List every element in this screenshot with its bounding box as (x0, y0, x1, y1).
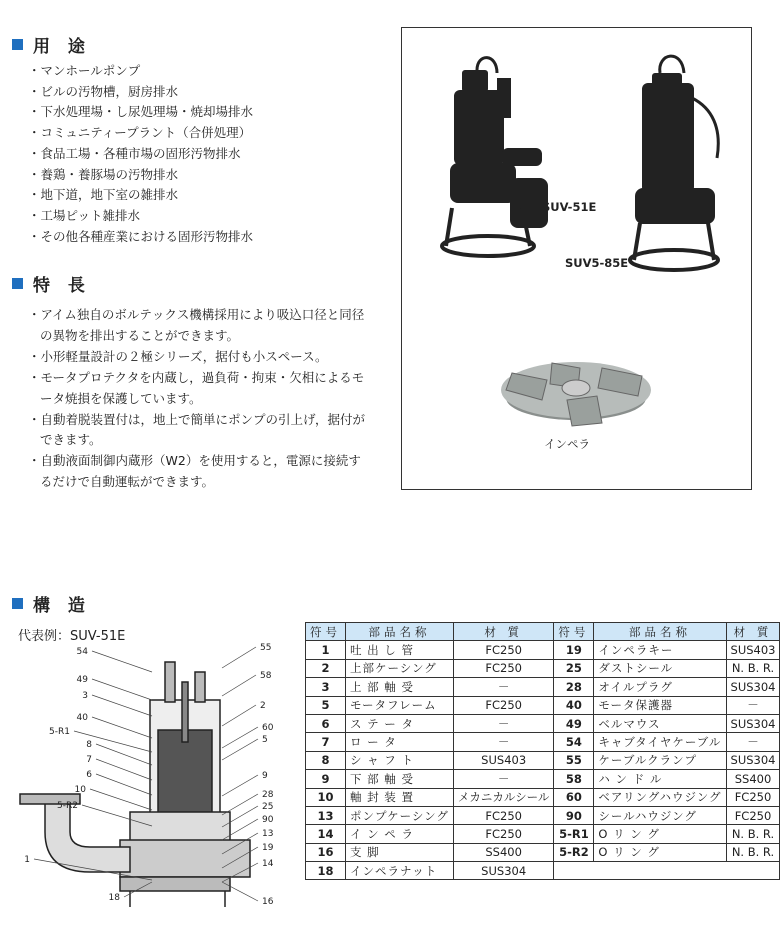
callout-leader-line (90, 789, 152, 810)
callout-label: 18 (108, 893, 120, 903)
callout-label: 1 (24, 855, 30, 865)
material-cell: FC250 (453, 641, 553, 659)
callout-label: 90 (262, 815, 274, 825)
part-name-cell: O リ ン グ (594, 825, 726, 843)
use-item: ・ 食品工場・各種市場の固形汚物排水 (28, 144, 253, 165)
col-no: 符号 (554, 623, 594, 641)
use-item: ・ 養鶏・養豚場の汚物排水 (28, 165, 253, 186)
product-photo-box (401, 27, 752, 490)
col-part-name: 部品名称 (594, 623, 726, 641)
part-name-cell: ロ ー タ (346, 733, 454, 751)
part-name-cell: シールハウジング (594, 806, 726, 824)
material-cell: FC250 (453, 696, 553, 714)
model-caption-suv51e: SUV-51E (542, 200, 597, 214)
feature-item: ・自動液面制御内蔵形（W2）を使用すると，電源に接続するだけで自動運転ができます。 (28, 453, 361, 490)
table-row (306, 714, 780, 732)
callout-label: 19 (262, 843, 274, 853)
callout-label: 49 (76, 675, 88, 685)
callout-leader-line (92, 695, 152, 716)
part-name-cell: 吐 出 し 管 (346, 641, 454, 659)
callout-label: 28 (262, 790, 274, 800)
empty-cell (554, 862, 780, 880)
material-cell: SUS304 (726, 751, 780, 769)
uses-list (28, 61, 253, 247)
part-name-cell: オイルプラグ (594, 678, 726, 696)
part-number-cell: 10 (306, 788, 346, 806)
callout-label: 9 (262, 771, 268, 781)
part-name-cell: ケーブルクランプ (594, 751, 726, 769)
material-cell: SUS403 (453, 751, 553, 769)
material-cell: SUS304 (726, 678, 780, 696)
part-number-cell: 16 (306, 843, 346, 861)
part-name-cell: ハ ン ド ル (594, 770, 726, 788)
material-cell: SUS304 (726, 714, 780, 732)
table-header-row (306, 623, 780, 641)
model-caption-suv585e: SUV5-85E (565, 256, 629, 270)
col-no: 符号 (306, 623, 346, 641)
col-material: 材 質 (453, 623, 553, 641)
features-heading: 特 長 (12, 271, 91, 296)
material-cell: － (726, 696, 780, 714)
callout-label: 55 (260, 643, 272, 653)
material-cell: FC250 (453, 806, 553, 824)
table-row (306, 733, 780, 751)
part-number-cell: 7 (306, 733, 346, 751)
callout-label: 54 (76, 647, 88, 657)
material-cell: N. B. R. (726, 825, 780, 843)
part-name-cell: 上 部 軸 受 (346, 678, 454, 696)
callout-label: 3 (82, 691, 88, 701)
part-name-cell: 下 部 軸 受 (346, 770, 454, 788)
use-item: ・ 工場ピット雑排水 (28, 206, 253, 227)
part-number-cell: 40 (554, 696, 594, 714)
callout-leader-line (222, 727, 258, 748)
uses-heading: 用 途 (12, 32, 91, 57)
callout-leader-line (92, 651, 152, 672)
part-name-cell: モータフレーム (346, 696, 454, 714)
cross-section-drawing (0, 642, 290, 922)
callout-label: 5-R2 (57, 801, 78, 811)
material-cell: FC250 (453, 825, 553, 843)
feature-item: ・モータプロテクタを内蔵し，過負荷・拘束・欠相によるモータ焼損を保護しています。 (28, 369, 365, 406)
part-number-cell: 60 (554, 788, 594, 806)
callout-leader-line (92, 717, 152, 738)
feature-item: ・自動着脱装置付は，地上で簡単にポンプの引上げ，据付ができます。 (28, 411, 366, 448)
material-cell: － (453, 733, 553, 751)
part-number-cell: 55 (554, 751, 594, 769)
part-name-cell: ポンプケーシング (346, 806, 454, 824)
part-number-cell: 49 (554, 714, 594, 732)
part-name-cell: インペラキー (594, 641, 726, 659)
part-number-cell: 5-R1 (554, 825, 594, 843)
callout-label: 8 (86, 740, 92, 750)
use-item: ・ その他各種産業における固形汚物排水 (28, 227, 253, 248)
material-cell: SS400 (453, 843, 553, 861)
callout-label: 58 (260, 671, 272, 681)
part-name-cell: 軸 封 装 置 (346, 788, 454, 806)
part-name-cell: O リ ン グ (594, 843, 726, 861)
use-item: ・ 地下道，地下室の雑排水 (28, 185, 253, 206)
part-name-cell: 上部ケーシング (346, 659, 454, 677)
feature-item: ・小形軽量設計の２極シリーズ，据付も小スペース。 (28, 348, 328, 364)
structure-heading: 構 造 (12, 591, 91, 616)
material-cell: N. B. R. (726, 659, 780, 677)
material-cell: N. B. R. (726, 843, 780, 861)
material-cell: － (453, 770, 553, 788)
material-cell: メカニカルシール (453, 788, 553, 806)
table-row (306, 659, 780, 677)
part-number-cell: 5 (306, 696, 346, 714)
callout-label: 14 (262, 859, 274, 869)
table-row (306, 678, 780, 696)
part-name-cell: ベルマウス (594, 714, 726, 732)
part-name-cell: ダストシール (594, 659, 726, 677)
part-name-cell: シ ャ フ ト (346, 751, 454, 769)
square-bullet-icon (12, 598, 23, 609)
callout-label: 5 (262, 735, 268, 745)
part-name-cell: 支 脚 (346, 843, 454, 861)
use-item: ・ ビルの汚物槽，厨房排水 (28, 82, 253, 103)
callout-label: 25 (262, 802, 274, 812)
callout-label: 2 (260, 701, 266, 711)
part-number-cell: 9 (306, 770, 346, 788)
use-item: ・ マンホールポンプ (28, 61, 253, 82)
callout-leader-line (222, 675, 256, 696)
features-list (28, 305, 373, 493)
part-number-cell: 1 (306, 641, 346, 659)
material-cell: FC250 (453, 659, 553, 677)
part-number-cell: 58 (554, 770, 594, 788)
part-name-cell: ス テ ー タ (346, 714, 454, 732)
callout-leader-line (222, 794, 258, 815)
square-bullet-icon (12, 39, 23, 50)
part-number-cell: 6 (306, 714, 346, 732)
col-material: 材 質 (726, 623, 780, 641)
part-number-cell: 2 (306, 659, 346, 677)
representative-example-label: 代表例：SUV-51E (18, 629, 126, 644)
table-row (306, 825, 780, 843)
material-cell: － (726, 733, 780, 751)
material-cell: FC250 (726, 788, 780, 806)
part-number-cell: 18 (306, 862, 346, 880)
part-name-cell: ベアリングハウジング (594, 788, 726, 806)
part-number-cell: 3 (306, 678, 346, 696)
use-item: ・ コミュニティープラント（合併処理） (28, 123, 253, 144)
callout-label: 60 (262, 723, 274, 733)
table-row (306, 806, 780, 824)
part-number-cell: 14 (306, 825, 346, 843)
part-number-cell: 25 (554, 659, 594, 677)
callout-label: 40 (76, 713, 88, 723)
material-cell: SUS403 (726, 641, 780, 659)
callout-leader-line (92, 679, 152, 700)
col-part-name: 部品名称 (346, 623, 454, 641)
part-number-cell: 90 (554, 806, 594, 824)
material-cell: FC250 (726, 806, 780, 824)
material-cell: SS400 (726, 770, 780, 788)
part-name-cell: キャブタイヤケーブル (594, 733, 726, 751)
table-row (306, 862, 780, 880)
table-row (306, 641, 780, 659)
table-row (306, 788, 780, 806)
callout-label: 16 (262, 897, 274, 907)
part-name-cell: モータ保護器 (594, 696, 726, 714)
material-cell: － (453, 678, 553, 696)
feature-item: ・アイム独自のボルテックス機構採用により吸込口径と同径の異物を排出することができます。 (28, 307, 365, 343)
part-number-cell: 5-R2 (554, 843, 594, 861)
part-number-cell: 8 (306, 751, 346, 769)
part-name-cell: イ ン ペ ラ (346, 825, 454, 843)
part-number-cell: 54 (554, 733, 594, 751)
parts-table (305, 622, 780, 880)
callout-label: 13 (262, 829, 274, 839)
impeller-caption: インペラ (544, 437, 590, 451)
square-bullet-icon (12, 278, 23, 289)
part-name-cell: インペラナット (346, 862, 454, 880)
callout-leader-line (222, 739, 258, 760)
callout-label: 7 (86, 755, 92, 765)
callout-label: 10 (74, 785, 86, 795)
callout-label: 6 (86, 770, 92, 780)
material-cell: SUS304 (453, 862, 553, 880)
callout-leader-line (222, 647, 256, 668)
table-row (306, 696, 780, 714)
callout-leader-line (222, 705, 256, 726)
callout-label: 5-R1 (49, 727, 70, 737)
table-row (306, 770, 780, 788)
table-row (306, 843, 780, 861)
part-number-cell: 13 (306, 806, 346, 824)
table-row (306, 751, 780, 769)
material-cell: － (453, 714, 553, 732)
use-item: ・ 下水処理場・し尿処理場・焼却場排水 (28, 102, 253, 123)
callout-leader-line (222, 775, 258, 796)
part-number-cell: 19 (554, 641, 594, 659)
part-number-cell: 28 (554, 678, 594, 696)
